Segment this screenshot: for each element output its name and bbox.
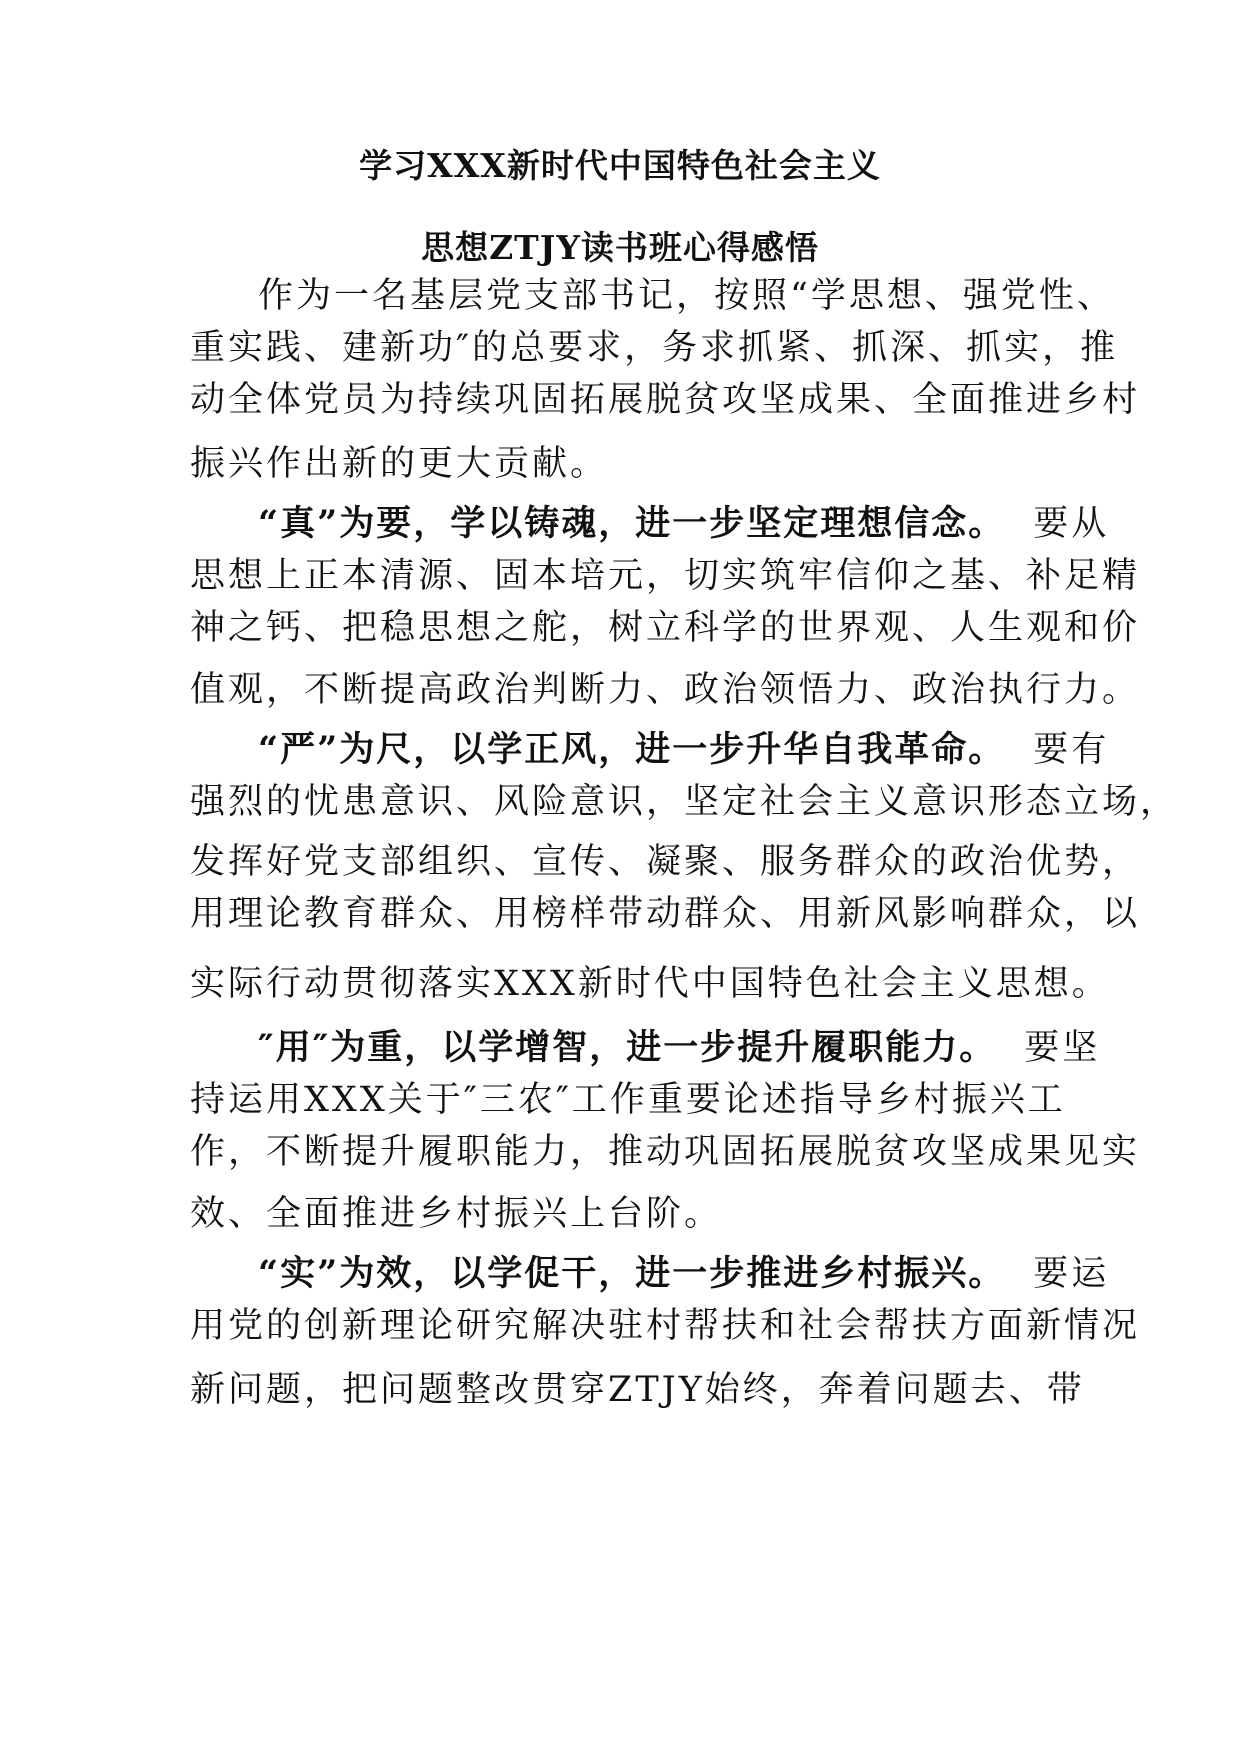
- section-1-line: 思想上正本清源、固本培元，切实筑牢信仰之基、补足精: [190, 556, 1141, 596]
- section-2-line: 强烈的忧患意识、风险意识，坚定社会主义意识形态立场，: [190, 782, 1179, 822]
- section-3-line: 持运用XXX关于″三农″工作重要论述指导乡村振兴工: [190, 1080, 1066, 1120]
- section-1-line: 神之钙、把稳思想之舵，树立科学的世界观、人生观和价: [190, 608, 1141, 648]
- section-1-heading: “真”为要，学以铸魂，进一步坚定理想信念。: [258, 503, 1006, 544]
- section-1-first-line-text: 要从: [1033, 504, 1110, 544]
- section-1-first-line: [258, 502, 1110, 546]
- section-3-line: 作，不断提升履职能力，推动巩固拓展脱贫攻坚成果见实: [190, 1132, 1141, 1172]
- section-4-first-line-text: 要运: [1033, 1254, 1110, 1294]
- section-4-line: 新问题，把问题整改贯穿ZTJY始终，奔着问题去、带: [190, 1370, 1085, 1410]
- section-3-line: 效、全面推进乡村振兴上台阶。: [190, 1194, 723, 1234]
- document-title-line-1: 学习XXX新时代中国特色社会主义: [359, 146, 881, 185]
- intro-line: 振兴作出新的更大贡献。: [190, 444, 609, 484]
- section-2-line: 发挥好党支部组织、宣传、凝聚、服务群众的政治优势，: [190, 842, 1141, 882]
- section-2-first-line-text: 要有: [1033, 730, 1110, 770]
- document-title-line-2: 思想ZTJY读书班心得感悟: [421, 228, 819, 267]
- section-3-heading: ″用″为重，以学增智，进一步提升履职能力。: [258, 1027, 997, 1068]
- section-2-first-line: [258, 728, 1110, 772]
- intro-line: 动全体党员为持续巩固拓展脱贫攻坚成果、全面推进乡村: [190, 380, 1141, 420]
- section-2-heading: “严”为尺，以学正风，进一步升华自我革命。: [258, 729, 1006, 770]
- section-3-first-line: [258, 1026, 1101, 1070]
- section-3-first-line-text: 要坚: [1024, 1028, 1101, 1068]
- section-1-line: 值观，不断提高政治判断力、政治领悟力、政治执行力。: [190, 670, 1141, 710]
- section-2-line: 实际行动贯彻落实XXX新时代中国特色社会主义思想。: [190, 964, 1110, 1004]
- intro-line: 作为一名基层党支部书记，按照“学思想、强党性、: [258, 276, 1115, 316]
- section-4-first-line: [258, 1252, 1110, 1296]
- section-4-line: 用党的创新理论研究解决驻村帮扶和社会帮扶方面新情况: [190, 1306, 1141, 1346]
- section-4-heading: “实”为效，以学促干，进一步推进乡村振兴。: [258, 1253, 1006, 1294]
- intro-line: 重实践、建新功″的总要求，务求抓紧、抓深、抓实，推: [190, 328, 1119, 368]
- section-2-line: 用理论教育群众、用榜样带动群众、用新风影响群众，以: [190, 894, 1141, 934]
